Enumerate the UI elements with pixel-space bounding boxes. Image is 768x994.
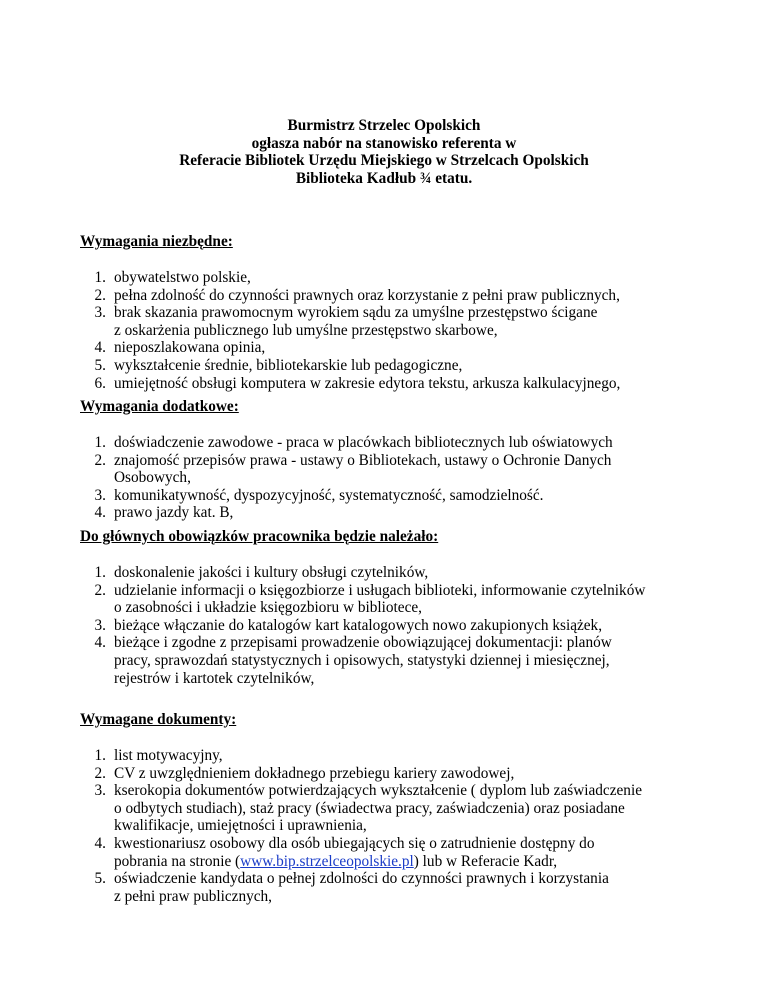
section-documents [80,711,700,905]
list-item: 1. doskonalenie jakości i kultury obsługi czytelników, [94,564,429,581]
section-heading: Wymagane dokumenty: [80,711,237,728]
documents-list [80,747,700,905]
list-item: 1. list motywacyjny, [94,747,223,764]
list-item: 3. kserokopia dokumentów potwierdzających wykształcenie ( dyplom lub zaświadczenie o odbytych studiach), staż pracy (świadectwa pracy, zaświadczenia) oraz posiadane kwalifikacje, umiejętności i uprawnienia, [94,782,642,835]
section-additional [80,398,700,522]
list-item: 2. pełna zdolność do czynności prawnych oraz korzystanie z pełni praw publicznych, [94,286,620,304]
list-item: 1. doświadczenie zawodowe - praca w placówkach bibliotecznych lub oświatowych [94,434,613,451]
list-item: 2. CV z uwzględnieniem dokładnego przebiegu kariery zawodowej, [94,764,515,782]
list-item: 5. oświadczenie kandydata o pełnej zdolności do czynności prawnych i korzystania z pełni praw publicznych, [94,870,609,905]
section-required [80,233,700,392]
required-list [80,269,700,392]
section-heading: Wymagania dodatkowe: [80,398,239,415]
list-item: 2. znajomość przepisów prawa - ustawy o Bibliotekach, ustawy o Ochronie Danych Osobowych, [94,451,612,487]
title-line-3: Referacie Bibliotek Urzędu Miejskiego w Strzelcach Opolskich [179,152,589,170]
announcement-title [0,117,768,187]
title-line-2: ogłasza nabór na stanowisko referenta w [251,134,517,152]
list-item: 5. wykształcenie średnie, bibliotekarskie lub pedagogiczne, [94,356,463,374]
list-item: 1. obywatelstwo polskie, [94,269,251,286]
list-item: 3. bieżące włączanie do katalogów kart katalogowych nowo zakupionych książek, [94,616,603,634]
duties-list [80,564,700,687]
list-item: 4. bieżące i zgodne z przepisami prowadzenie obowiązującej dokumentacji: planów pracy, sprawozdań statystycznych i opisowych, statystyki dziennej i miesięcznej, rejestrów i kartotek czytelników, [94,634,612,687]
section-heading: Wymagania niezbędne: [80,233,233,250]
section-heading: Do głównych obowiązków pracownika będzie należało: [80,528,439,545]
title-line-1: Burmistrz Strzelec Opolskich [287,117,481,134]
list-item: 4. prawo jazdy kat. B, [94,504,234,522]
section-duties [80,528,700,687]
list-item: 3. brak skazania prawomocnym wyrokiem sądu za umyślne przestępstwo ścigane z oskarżenia publicznego lub umyślne przestępstwo skarbowe, [94,304,598,339]
list-item: 2. udzielanie informacji o księgozbiorze i usługach biblioteki, informowanie czytelników o zasobności i układzie księgozbioru w bibliotece, [94,581,646,617]
list-item: 4. kwestionariusz osobowy dla osób ubiegających się o zatrudnienie dostępny do pobrania na stronie (www.bip.strzelceopolskie.pl) lub w Referacie Kadr, [94,834,595,870]
additional-list [80,434,700,522]
bip-website-link[interactable]: www.bip.strzelceopolskie.pl [240,852,414,870]
title-line-4: Biblioteka Kadłub ¾ etatu. [295,169,473,187]
list-item: 4. nieposzlakowana opinia, [94,339,266,357]
list-item: 3. komunikatywność, dyspozycyjność, systematyczność, samodzielność. [94,486,544,504]
list-item: 6. umiejętność obsługi komputera w zakresie edytora tekstu, arkusza kalkulacyjnego, [94,374,621,392]
